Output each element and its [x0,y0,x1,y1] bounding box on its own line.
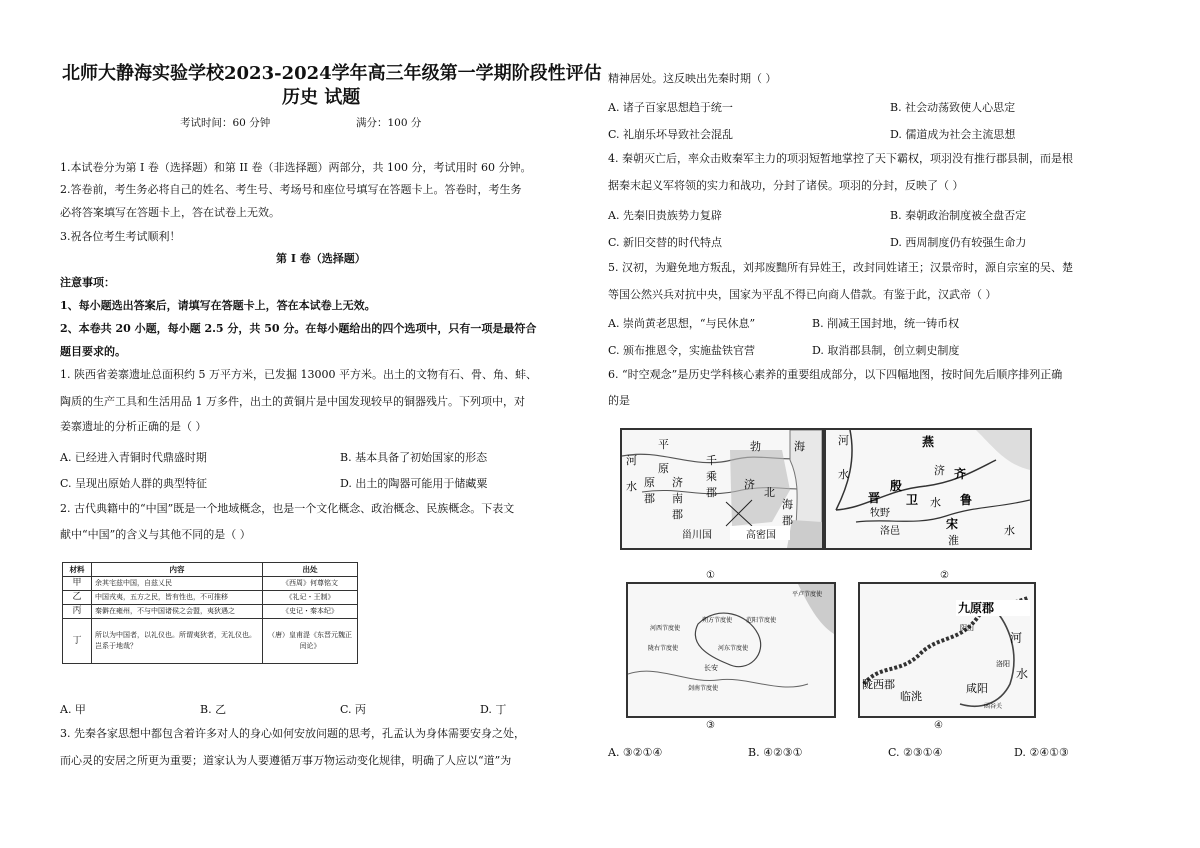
table-header: 内容 [92,563,263,577]
table-row [63,591,358,605]
map-label: 殷 [890,479,903,493]
map-label: 咸阳 [966,682,988,695]
q6-option-d: D. ②④①③ [1014,746,1069,759]
table-cell: 所以为中国者，以礼仪也。所谓夷狄者，无礼仪也。岂系于地哉？ [92,619,263,664]
q2-option-c: C. 丙 [340,703,367,716]
map-label: 鲁 [960,493,973,507]
q2-stem-1: 2. 古代典籍中的“中国”既是一个地域概念，也是一个文化概念、政治概念、民族概念。下表文 [60,502,515,515]
q2-option-d: D. 丁 [480,703,507,716]
table-cell: 丙 [63,605,92,619]
q2-stem-2: 献中“中国”的含义与其他不同的是（ ） [60,528,251,541]
instruction-2b: 必将答案填写在答题卡上，答在试卷上无效。 [60,206,280,219]
map-label: 九原郡 [958,601,995,615]
map-label: 水 [626,480,637,493]
q6-option-b: B. ④②③① [748,746,803,759]
q1-option-d: D. 出土的陶器可能用于储藏粟 [340,477,488,490]
exam-time: 考试时间：60 分钟 [180,117,271,129]
q5-option-a: A. 崇尚黄老思想，“与民休息” [608,317,756,330]
q3-option-d: D. 儒道成为社会主流思想 [890,128,1016,141]
q5-stem-1: 5. 汉初，为避免地方叛乱，刘邦废黜所有异姓王，改封同姓诸王；汉景帝时，源自宗室的吴、楚 [608,261,1073,274]
notice-1: 1、每小题选出答案后，请填写在答题卡上，答在本试卷上无效。 [60,299,376,312]
map-2 [824,428,1032,550]
table-cell: 乙 [63,591,92,605]
notice-2b: 题目要求的。 [60,345,126,358]
table-cell: 余其宅兹中国，自兹乂民 [92,577,263,591]
map-label: 甾川国 [682,530,712,541]
q6-stem-2: 的是 [608,394,630,407]
q1-option-a: A. 已经进入青铜时代鼎盛时期 [60,451,207,464]
map-label: 河东节度使 [718,645,749,652]
q3-stem-1: 3. 先秦各家思想中都包含着许多对人的身心如何安放问题的思考，孔孟认为身体需要安身之处， [60,727,525,740]
q3-option-b: B. 社会动荡致使人心思定 [890,101,1016,114]
q3-option-a: A. 诸子百家思想趋于统一 [608,101,733,114]
map-label: 原 [658,462,669,475]
map-label: 海 [782,498,793,511]
map-label: 洛阳 [996,660,1010,668]
table-row [63,619,358,664]
map-label: 函谷关 [984,703,1003,710]
map-label: 晋 [868,491,881,505]
map-label: 郡 [672,508,683,521]
map-label: 勃 [750,440,761,453]
map-label: 水 [1016,667,1029,681]
map-label: 陇右节度使 [648,645,679,652]
table-cell: 中国戎夷，五方之民，皆有性也，不可推移 [92,591,263,605]
q5-option-b: B. 削减王国封地，统一铸币权 [812,317,960,330]
map-label: 水 [838,468,849,481]
q1-stem-2: 陶质的生产工具和生活用品 1 万多件，出土的黄铜片是中国发现较早的铜器残片。下列项中，对 [60,395,525,408]
exam-title: 北师大静海实验学校2023-2024学年高三年级第一学期阶段性评估 [62,63,602,84]
q4-stem-2: 据秦末起义军将领的实力和战功，分封了诸侯。项羽的分封，反映了（ ） [608,179,964,192]
q4-stem-1: 4. 秦朝灭亡后，率众击败秦军主力的项羽短暂地掌控了天下霸权，项羽没有推行郡县制，而是根 [608,152,1073,165]
map-1 [620,428,824,550]
q4-option-d: D. 西周制度仍有较强生命力 [890,236,1027,249]
map-label: 阴山 [960,624,974,632]
q1-option-b: B. 基本具备了初始国家的形态 [340,451,488,464]
map-1-caption: ① [706,570,715,581]
instruction-2: 2.答卷前，考生务必将自己的姓名、考生号、考场号和座位号填写在答题卡上。答卷时，考生务 [60,183,522,196]
section-title: 第 I 卷（选择题） [276,252,366,265]
q6-option-c: C. ②③①④ [888,746,943,759]
q2-material-table [62,562,358,664]
map-label: 卫 [906,493,919,507]
q1-stem-3: 姜寨遗址的分析正确的是（ ） [60,420,207,433]
map-label: 淮 [948,534,959,547]
map-3-figure [628,584,834,716]
map-label: 济 [934,464,945,477]
q5-option-d: D. 取消郡县制，创立刺史制度 [812,344,960,357]
map-label: 济 [672,476,683,489]
table-cell: 《史记・秦本纪》 [263,605,358,619]
table-row [63,577,358,591]
map-label: 平卢节度使 [792,591,823,598]
map-label: 原 [644,476,655,489]
map-label: 陇西郡 [862,678,895,691]
q4-option-a: A. 先秦旧贵族势力复辟 [608,209,722,222]
q5-stem-2: 等国公然兴兵对抗中央，国家为平乱不得已向商人借款。有鉴于此，汉武帝（ ） [608,288,997,301]
map-label: 河 [1010,631,1023,645]
map-label: 范阳节度使 [746,617,777,624]
q5-option-c: C. 颁布推恩令，实施盐铁官营 [608,344,756,357]
q6-option-a: A. ③②①④ [608,746,663,759]
map-label: 河西节度使 [650,625,681,632]
map-2-figure [826,430,1030,548]
map-1-figure [622,430,822,548]
q3-stem-3: 精神居处。这反映出先秦时期（ ） [608,72,777,85]
q2-option-a: A. 甲 [60,703,86,716]
q4-option-b: B. 秦朝政治制度被全盘否定 [890,209,1027,222]
table-cell: 丁 [63,619,92,664]
table-cell: 甲 [63,577,92,591]
table-cell: 秦僻在雍州，不与中国诸侯之会盟，夷狄遇之 [92,605,263,619]
table-cell: 《礼记・王制》 [263,591,358,605]
q3-option-c: C. 礼崩乐坏导致社会混乱 [608,128,734,141]
table-cell: 《西周》何尊铭文 [263,577,358,591]
q1-option-c: C. 呈现出原始人群的典型特征 [60,477,208,490]
notice-2: 2、本卷共 20 小题，每小题 2.5 分，共 50 分。在每小题给出的四个选项中，只有一项是最符合 [60,322,537,335]
map-label: 河 [838,434,849,447]
table-row [63,605,358,619]
map-label: 河 [626,454,637,467]
notice-title: 注意事项： [60,276,115,289]
map-label: 郡 [706,486,717,499]
map-label: 齐 [954,467,967,481]
map-label: 洛邑 [880,526,900,537]
map-3 [626,582,836,718]
map-label: 南 [672,492,683,505]
map-label: 宋 [946,517,959,531]
map-label: 郡 [644,492,655,505]
map-label: 长安 [704,664,718,672]
map-label: 临洮 [900,690,922,703]
map-label: 济 [744,478,755,491]
exam-subject: 历史 试题 [282,87,361,108]
map-label: 剑南节度使 [688,685,719,692]
map-label: 燕 [922,435,935,449]
map-4-caption: ④ [934,720,943,731]
map-4-figure [860,584,1034,716]
map-label: 千 [706,454,717,467]
q4-option-c: C. 新旧交替的时代特点 [608,236,723,249]
table-cell: （唐）皇甫湜《东晋元魏正闰论》 [263,619,358,664]
map-label: 高密国 [746,530,776,541]
full-score: 满分：100 分 [356,117,422,129]
instruction-3: 3.祝各位考生考试顺利！ [60,230,181,243]
q6-stem-1: 6. “时空观念”是历史学科核心素养的重要组成部分，以下四幅地图，按时间先后顺序排列正确 [608,368,1063,381]
map-label: 海 [794,440,805,453]
map-label: 乘 [706,470,717,483]
map-4 [858,582,1036,718]
q1-stem-1: 1. 陕西省姜寨遗址总面积约 5 万平方米，已发掘 13000 平方米。出土的文物有石、骨、角、蚌、 [60,368,537,381]
map-label: 水 [1004,524,1015,537]
table-header: 出处 [263,563,358,577]
map-label: 平 [658,438,669,451]
map-2-caption: ② [940,570,949,581]
map-label: 郡 [782,514,793,527]
map-label: 朔方节度使 [702,617,733,624]
q2-option-b: B. 乙 [200,703,227,716]
map-label: 水 [930,496,941,509]
table-header: 材料 [63,563,92,577]
instruction-1: 1.本试卷分为第 I 卷（选择题）和第 II 卷（非选择题）两部分，共 100 分，考试用时 60 分钟。 [60,161,532,174]
q3-stem-2: 而心灵的安居之所更为重要；道家认为人要遵循万事万物运动变化规律，明确了人应以“道”为 [60,754,512,767]
map-label: 北 [764,486,775,499]
map-label: 牧野 [870,508,890,519]
map-3-caption: ③ [706,720,715,731]
